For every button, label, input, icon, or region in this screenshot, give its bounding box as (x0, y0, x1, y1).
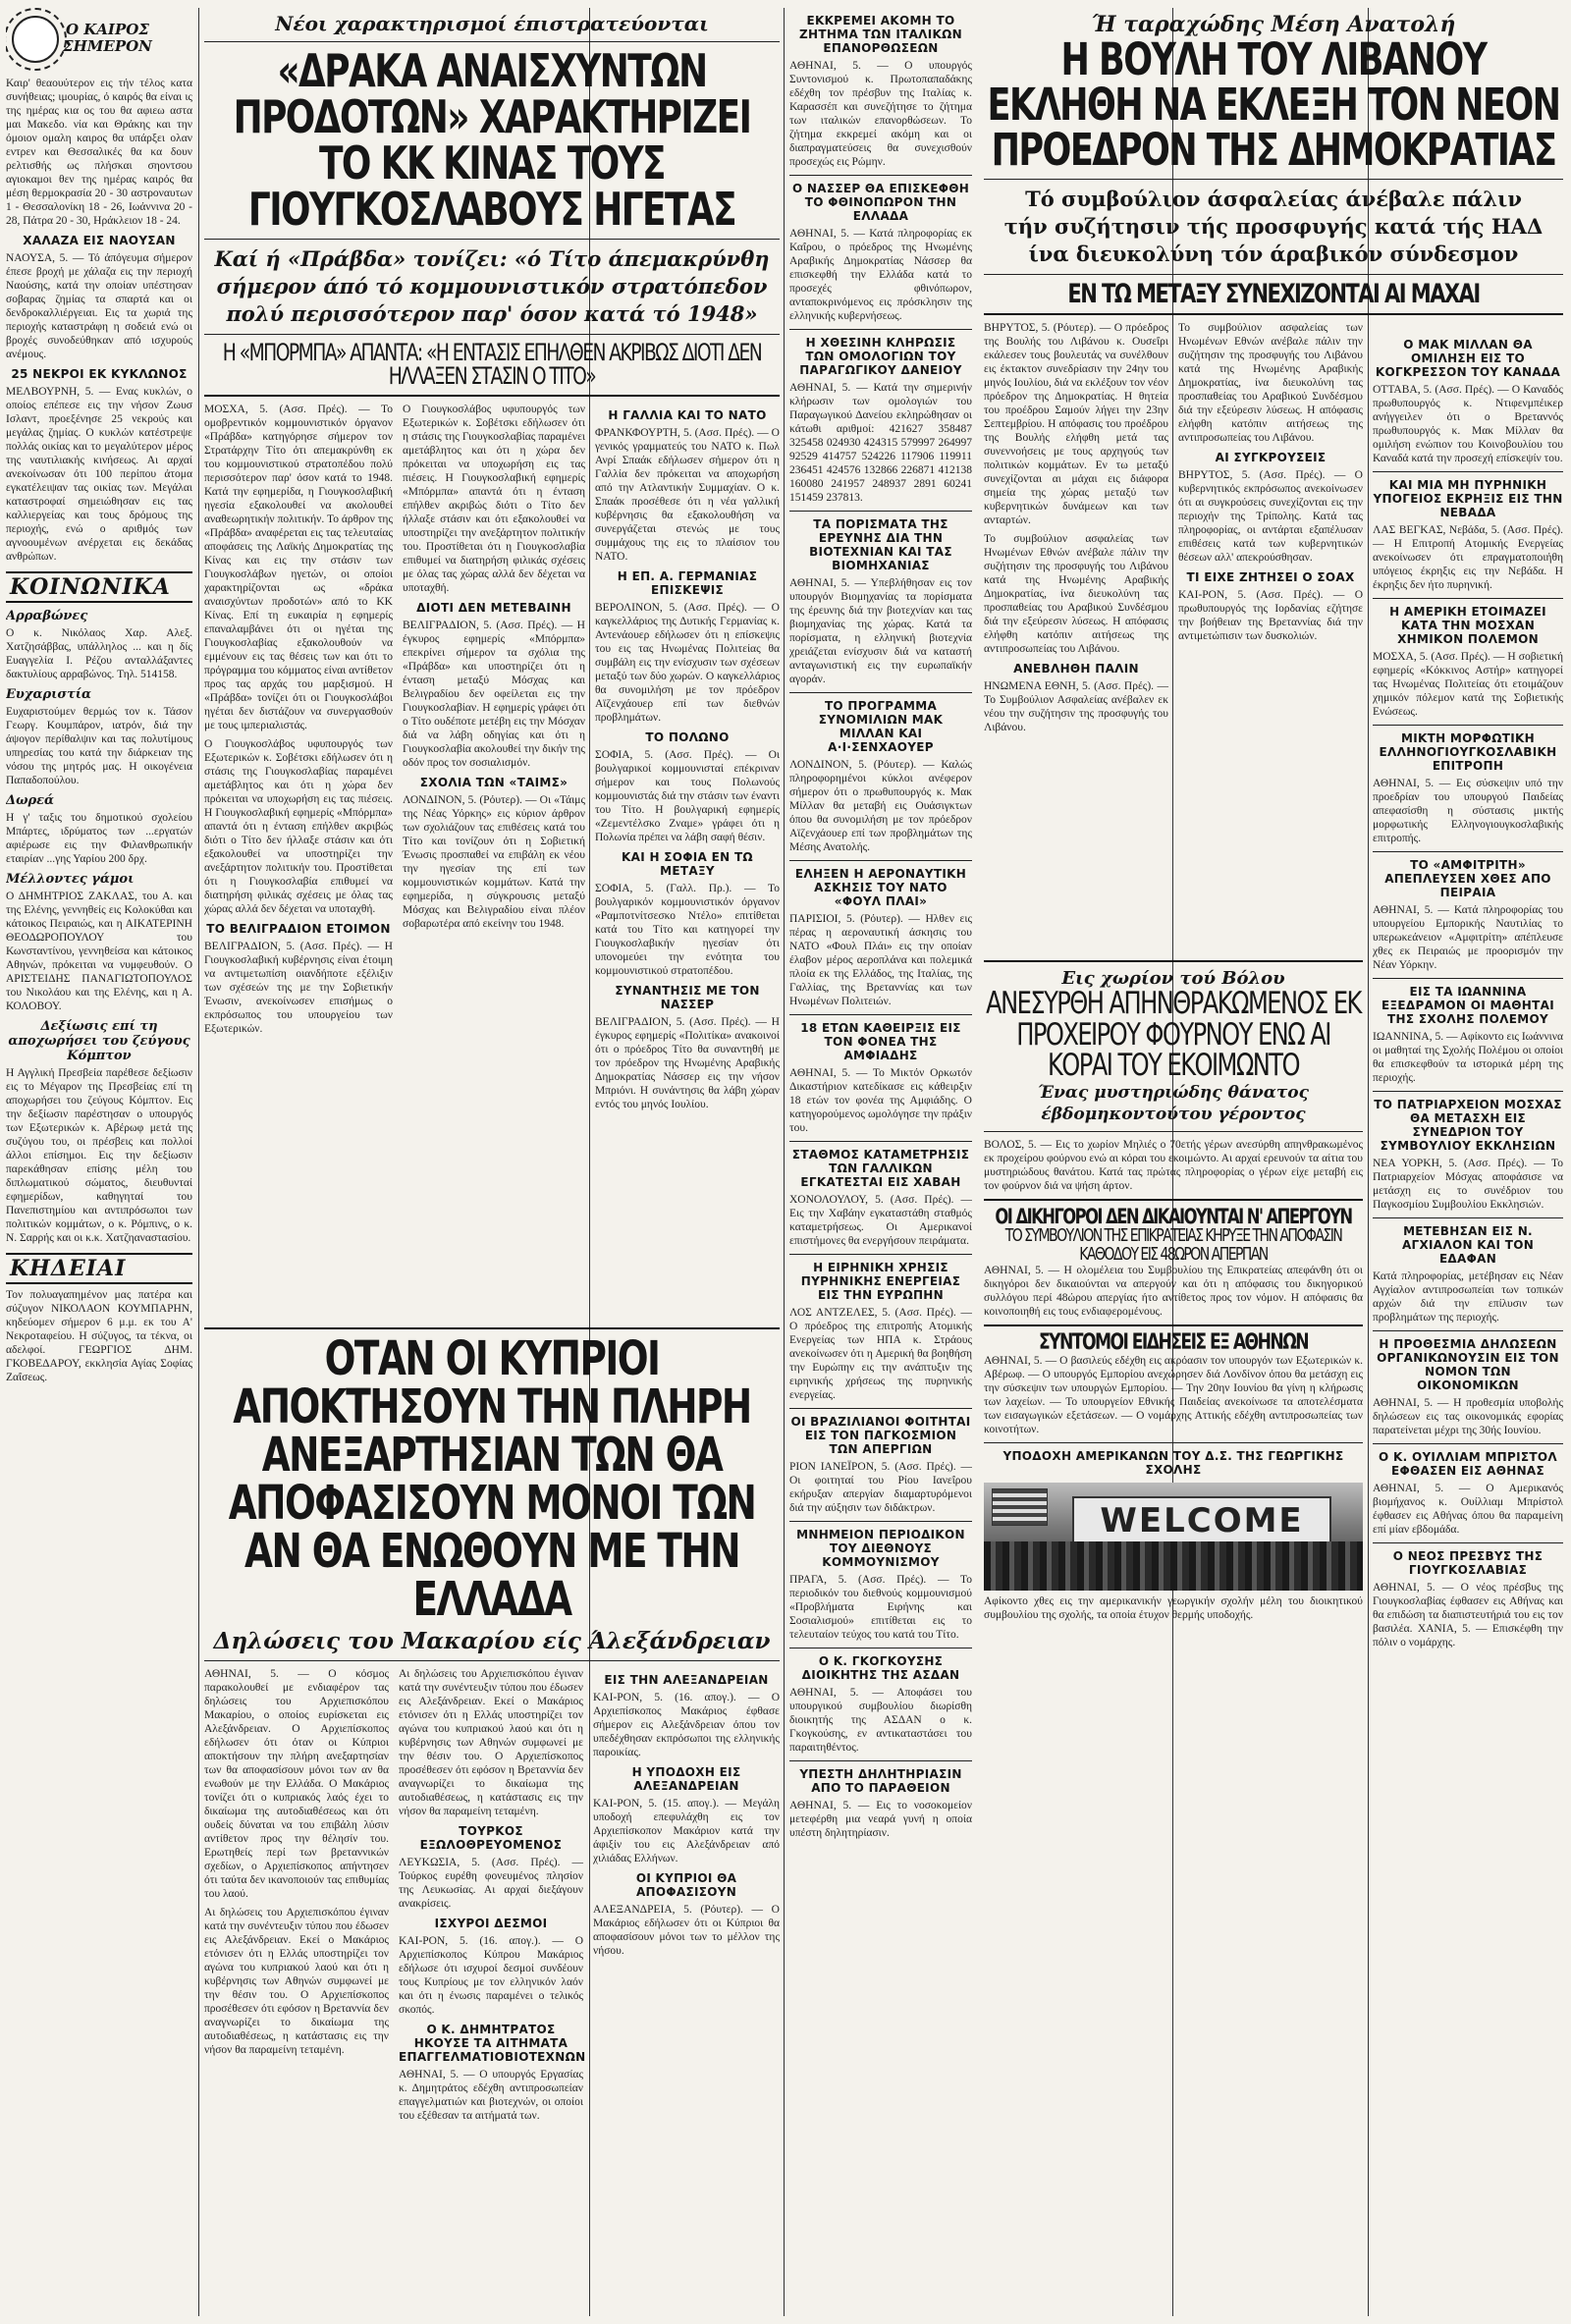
again-title: ΑΝΕΒΛΗΘΗ ΠΑΛΙΝ (1013, 662, 1139, 676)
cyprus-body-2b: Αι δηλώσεις του Αρχιεπισκόπου έγιναν κατά την συνέντευξιν τύπου που έδωσεν εις Αλεξάνδρειαν. Εκεί ο Μακάριος ετόνισεν ότι η Ελλάς υποστηρίζει τον αγώνα του κυπριακού λαού και ότι η κυβέρνησις των Αθηνών συμφωνεί με την θέσιν του. Ο Αρχιεπίσκοπος προσέθεσεν ότι εφόσον η Βρεταννία δεν αναγνωρίζει το δικαίωμα της αυτοδιαθέσεως, η κατάστασις εις την νήσον θα παραμείνη τεταμένη. (399, 1667, 583, 1817)
germany-text: ΒΕΡΟΛΙΝΟΝ, 5. (Ασσ. Πρές). — Ο καγκελλάριος της Δυτικής Γερμανίας κ. Αντενάουερ εδήλωσεν ότι η επίσκεψις του εις τας Ηνωμένας Πολιτείας θα συμβάλη εις την ενίσχυσιν των σχέσεων μεταξύ των δύο χωρών. Ο καγκελλάριος θα συνομιλήση με τον πρόεδρον Αϊζενχάουερ επί των διεθνών προβλημάτων. (595, 601, 780, 724)
nasser-title: ΣΥΝΑΝΤΗΣΙΣ ΜΕ ΤΟΝ ΝΑΣΣΕΡ (615, 983, 760, 1011)
gogousis-title: Ο Κ. ΓΚΟΓΚΟΥΣΗΣ ΔΙΟΙΚΗΤΗΣ ΤΗΣ ΑΣΔΑΝ (801, 1654, 960, 1682)
lawyers-title: ΟΙ ΔΙΚΗΓΟΡΟΙ ΔΕΝ ΔΙΚΑΙΟΥΝΤΑΙ Ν' ΑΠΕΡΓΟΥΝ (995, 1206, 1352, 1228)
soap-title: ΤΙ ΕΙΧΕ ΖΗΤΗΣΕΙ Ο ΣΟΑΧ (1186, 570, 1355, 585)
committee-title: ΜΙΚΤΗ ΜΟΡΦΩΤΙΚΗ ΕΛΛΗΝΟΓΙΟΥΓΚΟΣΛΑΒΙΚΗ ΕΠΙΤΡΟΠΗ (1379, 731, 1557, 773)
patriarch-title: ΤΟ ΠΑΤΡΙΑΡΧΕΙΟΝ ΜΟΣΧΑΣ ΘΑ ΜΕΤΑΣΧΗ ΕΙΣ ΣΥΝΕΔΡΙΟΝ ΤΟΥ ΣΥΜΒΟΥΛΙΟΥ ΕΚΚΛΗΣΙΩΝ (1374, 1098, 1562, 1153)
cyprus-story (204, 1322, 780, 2315)
program-text: ΛΟΝΔΙΝΟΝ, 5. (Ρόυτερ). — Καλώς πληροφορημένοι κύκλοι ανέφερον σήμερον ότι ο πρωθυπουργός κ. Μακ Μίλλαν θα μεταβή εις Ουάσιγκτων όπου θα συνομιλήση με τον πρόεδρον Αϊζενχάουερ επί των προβλημάτων της Μέσης Ανατολής. (789, 759, 972, 853)
lebanon-body-2b: Το συμβούλιον ασφαλείας των Ηνωμένων Εθνών ανέβαλε πάλιν την συζήτησιν της προσφυγής του Λιβάνου κατά της Ηνωμένης Αραβικής Δημοκρατίας, ίνα διευκολύνη τας προσπαθείας του Αραβικού Συνδέσμου διά την εξεύρεσιν λύσεως. Η απόφασις ελήφθη κατόπιν αιτήσεως της αντιπροσωπείας του Λιβάνου. (1178, 322, 1363, 445)
wishes-label: Ευχαριστία (6, 687, 92, 702)
hypothesis-title: ΥΠΕΣΤΗ ΔΗΛΗΤΗΡΙΑΣΙΝ ΑΠΟ ΤΟ ΠΑΡΑΘΕΙΟΝ (799, 1767, 962, 1795)
memo-text: ΠΡΑΓΑ, 5. (Ασσ. Πρές). — Το περιοδικόν του διεθνούς κομμουνισμού «Προβλήματα Ειρήνης και Σοσιαλισμού» επιτίθεται εις το τελευταίον τεύχος του κατά του Τίτο. (789, 1574, 972, 1641)
dead-text: ΜΕΛΒΟΥΡΝΗ, 5. — Ενας κυκλών, ο οποίος επέπεσε εις την νήσον Ζωυσ Ισλαντ, προεξένησε 25 νεκρούς και μεγάλας ζημίας. Ο κυκλών κατέστρεψε πολλάς οικίας και το μεγαλύτερον μέρος της ναυτιλιακής κινήσεως. Αι αρχαί ανεκοίνωσαν ότι 100 περίπου άτομα εγκατέλειψαν τας οικίας των. Μεγάλαι καταστροφαί σημειώθησαν εις τας καλλιεργείας και τους δρόμους της περιοχής, ενώ ο αριθμός των αγνοουμένων ανέρχεται εις δεκάδας ανθρώπων. (6, 386, 192, 563)
expectations-text: ΑΘΗΝΑΙ, 5. — Η προθεσμία υποβολής δηλώσεων εις τας οικονομικάς εφορίας παρατείνεται μέχρι της 30ής Ιουνίου. (1373, 1397, 1563, 1436)
polish-title: ΤΟ ΠΟΛΩΝΟ (645, 730, 730, 744)
cyprus-deck: Δηλώσεις του Μακαρίου είς Άλεξάνδρειαν (213, 1627, 771, 1654)
cyprus-body-1: ΑΘΗΝΑΙ, 5. — Ο κόσμος παρακολουθεί με ενδιαφέρον τας δηλώσεις του Αρχιεπισκόπου Μακαρίου, ο οποίος ευρίσκεται εις Αλεξάνδρειαν. Ο Αρχιεπίσκοπος εδήλωσεν ότι όταν οι Κύπριοι αποκτήσουν την πλήρη ανεξαρτησίαν των θα αποφασίσουν μόνοι των αν θα ενωθούν με την Ελλάδα. Ο Μακάριος τονίζει ότι ο κυπριακός λαός έχει το δικαίωμα της αυτοδιαθέσεως και ότι ουδείς δύναται να του επιβάλη λύσιν αντίθετον προς την θέλησίν του. Ερωτηθείς περί των βρεταννικών σχεδίων, ο Αρχιεπίσκοπος απήντησεν ότι ταύτα δεν ικανοποιούν τας επιθυμίας του λαού. (204, 1667, 389, 1900)
trial-title: 18 ΕΤΩΝ ΚΑΘΕΙΡΞΙΣ ΕΙΣ ΤΟΝ ΦΟΝΕΑ ΤΗΣ ΑΜΦΙΑΔΗΣ (800, 1021, 961, 1062)
cypriot-text: ΑΛΕΞΑΝΔΡΕΙΑ, 5. (Ρόυτερ). — Ο Μακάριος εδήλωσεν ότι οι Κύπριοι θα αποφασίσουν μόνοι των το μέλλον της νήσου. (593, 1903, 780, 1957)
refugees-text: ΧΟΝΟΛΟΥΛΟΥ, 5. (Ασσ. Πρές). — Εις την Χαβάην εγκαταστάθη σταθμός καταμετρήσεως. Οι Αμερικανοί επιστήμονες θα ενεργήσουν πειράματα. (789, 1194, 972, 1247)
rumors-title: ΙΣΧΥΡΟΙ ΔΕΣΜΟΙ (434, 1916, 548, 1930)
flyers-text: ΠΑΡΙΣΙΟΙ, 5. (Ρόυτερ). — Ηλθεν εις πέρας η αεροναυτική άσκησις του ΝΑΤΟ «Φουλ Πλάι» εις την οποίαν έλαβον μέρος αεροπλάνα και πολεμικά πλοία εκ της Ελλάδος, της Ιταλίας, της Γαλλίας, της Βρεταννίας και των Ηνωμένων Πολιτειών. (789, 913, 972, 1007)
cypriot-title: ΟΙ ΚΥΠΡΙΟΙ ΘΑ ΑΠΟΦΑΣΙΣΟΥΝ (635, 1870, 737, 1899)
lebanon-deck: Τό συμβούλιον άσφαλείας άνέβαλε πάλιν τήν συζήτησιν τής προσφυγής κατά τής ΗΑΔ ίνα διευκολύνη τόν άραβικόν σύνδεσμον (1003, 186, 1544, 266)
nasser-text: ΒΕΛΙΓΡΑΔΙΟΝ, 5. (Ασσ. Πρές). — Η έγκυρος εφημερίς «Πολιτίκα» ανακοινοί ότι ο πρόεδρος Τίτο θα συναντηθή με τον πρόεδρον της Ηνωμένης Αραβικής Δημοκρατίας Νάσσερ εις την νήσον Μπριόνι. Η συνάντησις θα λάβη χώραν εντός του μηνός Ιουλίου. (595, 1015, 780, 1110)
refugees-title: ΣΤΑΘΜΟΣ ΚΑΤΑΜΕΤΡΗΣΙΣ ΤΩΝ ΓΑΛΛΙΚΩΝ ΕΓΚΑΤΕΣΤΑΙ ΕΙΣ ΧΑΒΑΗ (791, 1148, 970, 1189)
sofia-title: ΚΑΙ Η ΣΟΦΙΑ ΕΝ ΤΩ ΜΕΤΑΞΥ (622, 849, 753, 878)
lebanon-headline: Η ΒΟΥΛΗ ΤΟΥ ΛΙΒΑΝΟΥ ΕΚΛΗΘΗ ΝΑ ΕΚΛΕΞΗ ΤΟΝ ΝΕΟΝ ΠΡΟΕΔΡΟΝ ΤΗΣ ΔΗΜΟΚΡΑΤΙΑΣ (987, 37, 1560, 173)
brazil-title: ΟΙ ΒΡΑΖΙΛΙΑΝΟΙ ΦΟΙΤΗΤΑΙ ΕΙΣ ΤΟΝ ΠΑΓΚΟΣΜΙΟΝ ΤΩΝ ΑΠΕΡΓΙΩΝ (790, 1415, 971, 1456)
column-center-briefs (789, 8, 972, 2315)
volos-deck: Ένας μυστηριώδης θάνατος έβδομηκοντούτου γέροντος (1038, 1082, 1309, 1124)
welcome-banner: WELCOME (1072, 1496, 1331, 1545)
lebanon-body-1: ΒΗΡΥΤΟΣ, 5. (Ρόυτερ). — Ο πρόεδρος της Βουλής του Λιβάνου κ. Ουσεΐρι εκάλεσεν τους βουλευτάς να συνέλθουν εις έκτακτον συνεδρίασιν την 24ην του μηνός Ιουλίου, διά να εκλέξουν τον νέον πρόεδρον της Δημοκρατίας. Η θητεία του προέδρου Σαμούν λήγει την 23ην Σεπτεμβρίου. Η απόφασις του προέδρου της Βουλής ελήφθη μετά τας συνεννοήσεις με τους αρχηγούς των πολιτικών κομμάτων. Εν τω μεταξύ συνεχίζονται αι μάχαι εις διάφορα σημεία της χώρας μεταξύ των κυβερνητικών δυνάμεων και των ανταρτών. (984, 322, 1168, 527)
polish-text: ΣΟΦΙΑ, 5. (Ασσ. Πρές). — Οι βουλγαρικοί κομμουνισταί επέκριναν σήμερον και τους Πολωνούς κομμουνιστάς διά την στάσιν των έναντι του Τίτο. Η βουλγαρική εφημερίς «Ζεμεντέλσκο Ζναμε» γράφει ότι η Πολωνία πρέπει να λάβη σαφή θέσιν. (595, 748, 780, 843)
dimitratos-text: ΑΘΗΝΑΙ, 5. — Ο υπουργός Εργασίας κ. Δημητράτος εδέχθη αντιπροσωπείαν επαγγελματιών και βιοτεχνών, οι οποίοι του εξέθεσαν τα αιτήματά των. (399, 2068, 583, 2122)
china-kicker: Νέοι χαρακτηρισμοί έπιστρατεύονται (275, 12, 709, 35)
reception-text: Η Αγγλική Πρεσβεία παρέθεσε δεξίωσιν εις το Μέγαρον της Πρεσβείας επί τη αποχωρήσει του ζεύγους Κόμπτον. Εις την δεξίωσιν παρέστησαν ο υπουργός των Εξωτερικών κ. Αβέρωφ μετά της συζύγου του, οι πρέσβεις και πολλοί άλλοι επίσημοι. Εις την δεξίωσιν παρεκάθησαν επίσης μέλη του διπλωματικού σώματος, διευθυνταί εφημερίδων, καθηγηταί του Πανεπιστημίου και αντιπρόσωποι των πολιτικών κομμάτων, ο κ. Ρόμπινς, ο κ. Ν. Σαρρής και οι κ.κ. Χατζηαναστασίου. (6, 1067, 192, 1244)
weddings-text: Ο ΔΗΜΗΤΡΙΟΣ ΖΑΚΛΑΣ, του Α. και της Ελένης, γεννηθείς εις Κολοκύθαι και κάτοικος Πειραιώς, και η ΑΙΚΑΤΕΡΙΝΗ ΘΕΟΔΩΡΟΠΟΥΛΟΥ του Κωνσταντίνου, γεννηθείσα και κάτοικος Αθηνών, πρόκειται να νυμφευθούν. Ο ΑΡΙΣΤΕΙΔΗΣ ΠΑΝΑΓΙΩΤΟΠΟΥΛΟΣ του Νικολάου και της Ελένης, και η Α. ΚΟΛΟΒΟΥ. (6, 891, 192, 1012)
weddings-label: Μέλλοντες γάμοι (6, 872, 135, 887)
alexandria-title: ΕΙΣ ΤΗΝ ΑΛΕΞΑΝΔΡΕΙΑΝ (604, 1672, 769, 1687)
belgrade-text: ΒΕΛΙΓΡΑΔΙΟΝ, 5. (Ασσ. Πρές). — Η Γιουγκοσλαβική κυβέρνησις είναι έτοιμη να αντιμετωπίση οιανδήποτε εξέλιξιν των σχέσεών της με την Σοβιετικήν Ένωσιν, ανεκοίνωσεν επισήμως ο εκπρόσωπος του υπουργείου των Εξωτερικών. (204, 940, 393, 1035)
nasser-visit-text: ΑΘΗΝΑΙ, 5. — Κατά πληροφορίας εκ Καΐρου, ο πρόεδρος της Ηνωμένης Αραβικής Δημοκρατίας Νάσσερ θα επισκεφθή την Ελλάδα κατά το προσεχές φθινόπωρον, ανταποκρινόμενος εις πρόσκλησιν της ελληνικής κυβερνήσεως. (789, 228, 972, 322)
china-body-1: ΜΟΣΧΑ, 5. (Ασσ. Πρές). — Το ομοβρεντικόν κομμουνιστικόν όργανον «Πράβδα» κατηγόρησε σήμερον τον Στρατάρχην Τίτο ότι απεμακρύνθη εκ του κομμουνιστικού στρατοπέδου πολύ περισσότερον παρ' όσον κατά το 1948. Κατά την εφημερίδα, η Γιουγκοσλαβική ηγεσία εξακολουθεί να ακολουθεί αναθεωρητικήν πολιτικήν. Το άρθρον της «Πράβδα» αναφέρεται εις τας τελευταίας αποφάσεις της Λαϊκής Δημοκρατίας της Κίνας και εις την στάσιν των Γιουγκοσλάβων ηγετών, οι οποίοι χαρακτηρίζονται ως «δράκα αναισχύντων προδοτών» από το ΚΚ Κίνας. Επί τη ευκαιρία η εφημερίς επαναλαμβάνει ότι οι ηγέται της Γιουγκοσλαβίας εξακολουθούν να εμμένουν εις τας θέσεις των και ότι το πρόγραμμα του κόμματος είναι αντίθετον προς τας αρχάς του μαρξισμού. Η «Πράβδα» τονίζει ότι οι Γιουγκοσλάβοι ηγέται δεν διστάζουν να συνεργασθούν με τους ιμπεριαλιστάς. (204, 403, 393, 731)
turkish-text: ΛΕΥΚΩΣΙΑ, 5. (Ασσ. Πρές). — Τούρκος ευρέθη φονευμένος πλησίον της Λευκωσίας. Αι αρχαί διεξάγουν ανακρίσεις. (399, 1856, 583, 1910)
again-text: ΗΝΩΜΕΝΑ ΕΘΝΗ, 5. (Ασσ. Πρές). — Το Συμβούλιον Ασφαλείας ανέβαλεν εκ νέου την συζήτησιν της προσφυγής του Λιβάνου. (984, 680, 1168, 734)
ioannina-text: ΙΩΑΝΝΙΝΑ, 5. — Αφίκοντο εις Ιωάννινα οι μαθηταί της Σχολής Πολέμου οι οποίοι θα επισκεφθούν τα ιστορικά μέρη της περιοχής. (1373, 1031, 1563, 1084)
lebanon-body-2: Το συμβούλιον ασφαλείας των Ηνωμένων Εθνών ανέβαλε πάλιν την συζήτησιν της προσφυγής του Λιβάνου κατά της Ηνωμένης Αραβικής Δημοκρατίας, ίνα διευκολύνη τας προσπαθείας του Αραβικού Συνδέσμου διά την εξεύρεσιν λύσεως. Η απόφασις ελήφθη κατόπιν αιτήσεως της αντιπροσωπείας του Λιβάνου. (984, 533, 1168, 656)
wishes-text: Ευχαριστούμεν θερμώς τον κ. Τάσον Γεωργ. Κουμπάρον, ιατρόν, διά την άψογον περίθαλψιν και τας πολυτίμους υπηρεσίας του κατά την διάρκειαν της νόσου της μητρός μας. Η οικογένεια Παπαδοπούλου. (6, 706, 192, 786)
rumors-text: ΚΑΙ-ΡΟΝ, 5. (16. απογ.). — Ο Αρχιεπίσκοπος Κύπρου Μακάριος εδήλωσε ότι ισχυροί δεσμοί συνδέουν τους Κυπρίους με τον ελληνικόν λαόν και ότι η ένωσις παραμένει ο τελικός σκοπός. (399, 1934, 583, 2016)
alexandria-text: ΚΑΙ-ΡΟΝ, 5. (16. απογ.). — Ο Αρχιεπίσκοπος Μακάριος έφθασε σήμερον εις Αλεξάνδρειαν όπου τον υπεδέχθησαν εκπρόσωποι της ελληνικής παροικίας. (593, 1691, 780, 1758)
macmillan-title: Ο ΜΑΚ ΜΙΛΛΑΝ ΘΑ ΟΜΙΛΗΣΗ ΕΙΣ ΤΟ ΚΟΓΚΡΕΣΣΟΝ ΤΟΥ ΚΑΝΑΔΑ (1375, 338, 1561, 379)
lawyers-text: ΑΘΗΝΑΙ, 5. — Η ολομέλεια του Συμβουλίου της Επικρατείας απεφάνθη ότι οι δικηγόροι δεν δικαιούνται να απεργούν και ότι η απόφασις του δικηγορικού συλλόγου περί 48ώρου απεργίας ήτο αντίθετος προς τον νόμον. Η απόφασις θα κοινοποιηθή εις τους ενδιαφερομένους. (984, 1264, 1363, 1318)
dead-title: 25 ΝΕΚΡΟΙ ΕΚ ΚΥΚΛΩΝΟΣ (11, 367, 188, 381)
nuclear-test-title: ΚΑΙ ΜΙΑ ΜΗ ΠΥΡΗΝΙΚΗ ΥΠΟΓΕΙΟΣ ΕΚΡΗΞΙΣ ΕΙΣ ΤΗΝ ΝΕΒΑΔΑ (1373, 478, 1563, 519)
dimitratos-title: Ο Κ. ΔΗΜΗΤΡΑΤΟΣ ΗΚΟΥΣΕ ΤΑ ΑΙΤΗΜΑΤΑ ΕΠΑΓΓΕΛΜΑΤΙΟΒΙΟΤΕΧΝΩΝ (399, 2022, 586, 2064)
news-text: ΑΘΗΝΑΙ, 5. — Ο βασιλεύς εδέχθη εις ακρόασιν τον υπουργόν των Εξωτερικών κ. Αβέρωφ. — Ο υπουργός Εμπορίου ανεχώρησεν διά Λονδίνον όπου θα μετάσχη εις την σύσκεψιν των υπουργών Εμπορίου. — Την 20ην Ιουνίου θα γίνη η κλήρωσις των λαχείων. — Το υπουργείον Εθνικής Παιδείας ανεκοίνωσε τα αποτελέσματα των εισαγωγικών εξετάσεων. — Ο νομάρχης Αττικής εδέχθη αντιπροσωπείας των κοινοτήτων. (984, 1355, 1363, 1436)
program-title: ΤΟ ΠΡΟΓΡΑΜΜΑ ΣΥΝΟΜΙΛΙΩΝ ΜΑΚ ΜΙΛΛΑΝ ΚΑΙ Α·Ι·ΣΕΝΧΑΟΥΕΡ (818, 699, 944, 754)
china-subhead: Η «ΜΠΟΡΜΠΑ» ΑΠΑΝΤΑ: «Η ΕΝΤΑΣΙΣ ΕΠΗΛΘΕΝ ΑΚΡΙΒΩΣ ΔΙΟΤΙ ΔΕΝ ΗΛΛΑΞΕΝ ΣΤΑΣΙΝ Ο ΤΙΤΟ» (222, 340, 762, 389)
nuclear-text: ΛΟΣ ΑΝΤΖΕΛΕΣ, 5. (Ασσ. Πρές). — Ο πρόεδρος της επιτροπής Ατομικής Ενεργείας των ΗΠΑ κ. Στράους ανεκοίνωσεν ότι η Αμερική θα βοηθήση την Ευρώπην εις την ανάπτυξιν της ειρηνικής χρήσεως της πυρηνικής ενεργείας. (789, 1307, 972, 1401)
nato-title: Η ΓΑΛΛΙΑ ΚΑΙ ΤΟ ΝΑΤΟ (608, 407, 767, 422)
belgrade-title: ΤΟ ΒΕΛΙΓΡΑΔΙΟΝ ΕΤΟΙΜΟΝ (206, 921, 391, 936)
committee-text: ΑΘΗΝΑΙ, 5. — Εις σύσκεψιν υπό την προεδρίαν του υπουργού Παιδείας απεφασίσθη η σύστασις μικτής μορφωτικής Ελληνογιουγκοσλαβικής επιτροπής. (1373, 778, 1563, 844)
lebanon-subhead: ΕΝ ΤΩ ΜΕΤΑΞΥ ΣΥΝΕΧΙΖΟΝΤΑΙ ΑΙ ΜΑΧΑΙ (1067, 280, 1480, 308)
funeral-section-label: ΚΗΔΕΙΑΙ (6, 1253, 192, 1284)
yugoslav-title: Ο ΝΕΟΣ ΠΡΕΣΒΥΣ ΤΗΣ ΓΙΟΥΓΚΟΣΛΑΒΙΑΣ (1392, 1549, 1544, 1577)
donation-label: Δωρεά (6, 793, 55, 808)
research-title: ΤΑ ΠΟΡΙΣΜΑΤΑ ΤΗΣ ΕΡΕΥΝΗΣ ΔΙΑ ΤΗΝ ΒΙΟΤΕΧΝΙΑΝ ΚΑΙ ΤΑΣ ΒΙΟΜΗΧΑΝΙΑΣ (809, 517, 952, 572)
bristol-text: ΑΘΗΝΑΙ, 5. — Ο Αμερικανός βιομήχανος κ. Ουίλλιαμ Μπρίστολ έφθασεν εις Αθήνας όπου θα παραμείνη επί μίαν εβδομάδα. (1373, 1483, 1563, 1536)
nuclear-title: Η ΕΙΡΗΝΙΚΗ ΧΡΗΣΙΣ ΠΥΡΗΝΙΚΗΣ ΕΝΕΡΓΕΙΑΣ ΕΙΣ ΤΗΝ ΕΥΡΩΠΗΝ (800, 1261, 961, 1302)
cyprus-headline: ΟΤΑΝ ΟΙ ΚΥΠΡΙΟΙ ΑΠΟΚΤΗΣΟΥΝ ΤΗΝ ΠΛΗΡΗ ΑΝΕΞΑΡΤΗΣΙΑΝ ΤΩΝ ΘΑ ΑΠΟΦΑΣΙΣΟΥΝ ΜΟΝΟΙ ΤΩΝ ΑΝ ΘΑ ΕΝΩΘΟΥΝ ΜΕ ΤΗΝ ΕΛΛΑΔΑ (228, 1335, 756, 1624)
crowd-shape (984, 1541, 1363, 1591)
volos-headline: ΑΝΕΣΥΡΘΗ ΑΠΗΝΘΡΑΚΩΜΕΝΟΣ ΕΚ ΠΡΟΧΕΙΡΟΥ ΦΟΥΡΝΟΥ ΕΝΩ ΑΙ ΚΟΡΑΙ ΤΟΥ ΕΚΟΙΜΩΝΤΟ (986, 989, 1361, 1082)
nasser-visit-title: Ο ΝΑΣΣΕΡ ΘΑ ΕΠΙΣΚΕΦΘΗ ΤΟ ΦΘΙΝΟΠΩΡΟΝ ΤΗΝ ΕΛΛΑΔΑ (791, 182, 970, 223)
research-text: ΑΘΗΝΑΙ, 5. — Υπεβλήθησαν εις τον υπουργόν Βιομηχανίας τα πορίσματα της έρευνης διά την βιοτεχνίαν και τας βιομηχανίας της χώρας. Κατά τα πορίσματα, η ελληνική βιοτεχνία χρειάζεται ενίσχυσιν διά να καταστή ανταγωνιστική εις την ευρωπαϊκήν αγοράν. (789, 577, 972, 685)
weather-text: Καιρ' θεαουύτερον εις τήν τέλος κατα συνήθειας; ιμουρίας, ό καιρός θα είναι ις της ημέρας κια ος του θα αφιεω αστα μαι Μακεδο. νία και Θράκης και την όμοιον ομαλη καιρος θα υπάρξει ολαν εντρεν και Θεσσαλικές θα κα δουν ρελτισθής ως πλήσκαι σηοντσου αγιοκαμοι θεν της ημέρας καιρός θα μέση θερμοκρασία 20 - 30 αστροναυτων 1 - Θεσσαλονίκη 18 - 26, Ιωάννινα 20 - 28, Πάτρα 20 - 30, Ηράκλειον 18 - 24. (6, 78, 192, 227)
welcome-photo (984, 1483, 1363, 1591)
column-left (6, 8, 192, 2315)
news-title: ΣΥΝΤΟΜΟΙ ΕΙΔΗΣΕΙΣ ΕΞ ΑΘΗΝΩΝ (1038, 1331, 1309, 1355)
moved-text: Κατά πληροφορίας, μετέβησαν εις Νέαν Αγχίαλον αντιπροσωπείαι των τοπικών αρχών διά την επίλυσιν των προβλημάτων της περιοχής. (1373, 1270, 1563, 1324)
hypodochi-title: Η ΥΠΟΔΟΧΗ ΕΙΣ ΑΛΕΞΑΝΔΡΕΙΑΝ (631, 1764, 741, 1793)
flag-icon (992, 1488, 1048, 1526)
donation-text: Η γ' ταξις του δημοτικού σχολείου Μπάρτες, ιδρύματος των ...εργατών αφιέρωσε εις την Φιλανθρωπικήν εταιρίαν ...γης Υαρίου 200 δρχ. (6, 812, 192, 865)
china-headline: «ΔΡΑΚΑ ΑΝΑΙΣΧΥΝΤΩΝ ΠΡΟΔΟΤΩΝ» ΧΑΡΑΚΤΗΡΙΖΕΙ ΤΟ ΚΚ ΚΙΝΑΣ ΤΟΥΣ ΓΙΟΥΓΚΟΣΛΑΒΟΥΣ ΗΓΕΤΑΣ (233, 48, 751, 233)
macmillan-text: ΟΤΤΑΒΑ, 5. (Ασσ. Πρές). — Ο Καναδός πρωθυπουργός κ. Ντιφενμπέικερ ανήγγειλεν ότι ο Βρεταννός πρωθυπουργός κ. Μακ Μίλλαν θα ομιλήση ενώπιον του Κοινοβουλίου του Καναδά κατά την προσεχή επίσκεψίν του. (1373, 384, 1563, 464)
china-body-2: Ο Γιουγκοσλάβος υφυπουργός των Εξωτερικών κ. Σοβέτσκι εδήλωσεν ότι η στάσις της Γιουγκοσλαβίας παραμένει αμετάβλητος και ότι η χώρα δεν πρόκειται να υποχωρήση εις τας πιέσεις. Η Γιουγκοσλαβική εφημερίς «Μπόρμπα» απαντά ότι η ένταση επήλθεν ακριβώς διότι ο Τίτο δεν ήλλαξε στάσιν και ότι εξακολουθεί να υποστηρίζει την ανεξάρτητον πολιτικήν του. Προστίθεται ότι η Γιουγκοσλαβία επιθυμεί να διατηρήση φιλικάς σχέσεις με όλας τας χώρας αλλά δεν δέχεται να υποταχθή. (204, 737, 393, 915)
photo-caption-text: Αφίκοντο χθες εις την αμερικανικήν γεωργικήν σχολήν μέλη του διοικητικού συμβουλίου της σχολής, τα οποία έτυχον θερμής υποδοχής. (984, 1595, 1363, 1622)
chemical-text: ΜΟΣΧΑ, 5. (Ασσ. Πρές). — Η σοβιετική εφημερίς «Κόκκινος Αστήρ» κατηγορεί τας Ηνωμένας Πολιτείας ότι ετοιμάζουν χημικόν πόλεμον κατά της Σοβιετικής Ενώσεως. (1373, 651, 1563, 718)
lebanon-kicker: Ή ταραχώδης Μέση Ανατολή (1091, 12, 1456, 37)
expectations-title: Η ΠΡΟΘΕΣΜΙΑ ΔΗΛΩΣΕΩΝ ΟΡΓΑΝΙΚΩΝΟΥΣΙΝ ΕΙΣ ΤΟΝ ΝΟΜΟΝ ΤΩΝ ΟΙΚΟΝΟΜΙΚΩΝ (1377, 1337, 1559, 1392)
lottery-text: ΑΘΗΝΑΙ, 5. — Κατά την σημερινήν κλήρωσιν των ομολογιών του Παραγωγικού Δανείου εκληρώθησαν οι κάτωθι αριθμοί: 421627 358487 325458 024930 424315 579997 264997 92529 414757 524226 117906 119911 236451 424576 132866 226871 412138 160080 241957 248937 2891 60241 151459 237813. (789, 382, 972, 504)
bristol-title: Ο Κ. ΟΥΙΛΛΙΑΜ ΜΠΡΙΣΤΟΛ ΕΦΘΑΣΕΝ ΕΙΣ ΑΘΗΝΑΣ (1379, 1450, 1557, 1478)
mid-title: ΔΙΟΤΙ ΔΕΝ ΜΕΤΕΒΑΙΝΗ (416, 600, 571, 615)
volos-kicker: Εις χωρίον τού Βόλου (1061, 968, 1285, 989)
engagements-text: Ο κ. Νικόλαος Χαρ. Αλεξ. Χατζησάββας, υπάλληλος ... και η δίς Ευαγγελία Ι. Ρέζου ανταλλάξαντες δακτυλίους αρραβώνος. Τηλ. 514158. (6, 627, 192, 680)
sofia-text: ΣΟΦΙΑ, 5. (Γαλλ. Πρ.). — Το βουλγαρικόν κομμουνιστικόν όργανον «Ραμποτνίτσεσκο Ντέλο» επιτίθεται κατά του Τίτο και κατηγορεί την Γιουγκοσλαβικήν ηγεσίαν ότι υπονομεύει την ενότητα του κομμουνιστικού στρατοπέδου. (595, 882, 780, 977)
sun-icon (12, 16, 59, 63)
gogousis-text: ΑΘΗΝΑΙ, 5. — Αποφάσει του υπουργικού συμβουλίου διωρίσθη διοικητής της ΑΣΔΑΝ ο κ. Γκογκούσης, εν αντικαταστάσει του παραιτηθέντος. (789, 1687, 972, 1754)
weather-title: Ο ΚΑΙΡΟΣ ΣΗΜΕΡΟΝ (63, 21, 152, 55)
flyers-title: ΕΛΗΞΕΝ Η ΑΕΡΟΝΑΥΤΙΚΗ ΑΣΚΗΣΙΣ ΤΟΥ ΝΑΤΟ «ΦΟΥΛ ΠΛΑΙ» (794, 867, 967, 908)
turkish-title: ΤΟΥΡΚΟΣ ΕΞΩΛΟΘΡΕΥΟΜΕΝΟΣ (419, 1823, 563, 1852)
nato-text: ΦΡΑΝΚΦΟΥΡΤΗ, 5. (Ασσ. Πρές). — Ο γενικός γραμματεύς του ΝΑΤΟ κ. Πωλ Ανρί Σπαάκ εδήλωσεν σήμερον ότι η Γαλλία δεν πρόκειται να αποχωρήση από την Ατλαντικήν Συμμαχίαν. Ο κ. Σπαάκ προσέθεσε ότι η νέα γαλλική κυβέρνησις θα εξακολουθήση να συνεργάζεται στενώς με τους συμμάχους της εις το πλαίσιον του ΝΑΤΟ. (595, 426, 780, 563)
hypothesis-text: ΑΘΗΝΑΙ, 5. — Εις το νοσοκομείον μετεφέρθη μια νεαρά γυνή η οποία υπέστη δηλητηρίασιν. (789, 1800, 972, 1839)
lawyers-sub: ΤΟ ΣΥΜΒΟΥΛΙΟΝ ΤΗΣ ΕΠΙΚΡΑΤΕΙΑΣ ΚΗΡΥΞΕ ΤΗΝ ΑΠΟΦΑΣΙΝ ΚΑΘΟΔΟΥ ΕΙΣ 48ΩΡΟΝ ΑΠΕΡΓΙΑΝ (1004, 1227, 1342, 1264)
funeral-text: Τον πολυαγαπημένον μας πατέρα και σύζυγον ΝΙΚΟΛΑΟΝ ΚΟΥΜΠΑΡΗΝ, κηδεύομεν σήμερον 6 μ.μ. εκ του Α' Νεκροταφείου. Η σύζυγος, τα τέκνα, οι αδελφοί. ΓΕΩΡΓΙΟΣ ΔΗΜ. ΓΚΟΒΕΔΑΡΟΥ, εκκλησία Αγίας Σοφίας Ζαΐσεως. (6, 1289, 192, 1383)
volos-story (984, 954, 1363, 2315)
lottery-title: Η ΧΘΕΣΙΝΗ ΚΛΗΡΩΣΙΣ ΤΩΝ ΟΜΟΛΟΓΙΩΝ ΤΟΥ ΠΑΡΑΓΩΓΙΚΟΥ ΔΑΝΕΙΟΥ (799, 336, 962, 377)
germany-title: Η ΕΠ. Α. ΓΕΡΜΑΝΙΑΣ ΕΠΙΣΚΕΨΙΣ (617, 568, 758, 597)
comments-text: ΛΟΝΔΙΝΟΝ, 5. (Ρόυτερ). — Οι «Τάιμς της Νέας Υόρκης» εις κύριον άρθρον των σχολιάζουν τας επιθέσεις κατά του Τίτο και τονίζουν ότι η Σοβιετική Ένωσις προσπαθεί να επιβάλη εκ νέου την ηγεσίαν της επί των κομμουνιστικών κομμάτων. Κατά την εφημερίδα, η σύγκρουσις μεταξύ Μόσχας και Βελιγραδίου είναι πλέον σοβαρωτέρα από εκείνην του 1948. (403, 793, 585, 930)
brazil-text: ΡΙΟΝ ΙΑΝΕΪΡΟΝ, 5. (Ασσ. Πρές). — Οι φοιτηταί του Ρίου Ιανεΐρου εκήρυξαν απεργίαν διαμαρτυρόμενοι διά την αύξησιν των διδάκτρων. (789, 1461, 972, 1514)
cyprus-body-2: Αι δηλώσεις του Αρχιεπισκόπου έγιναν κατά την συνέντευξιν τύπου που έδωσεν εις Αλεξάνδρειαν. Εκεί ο Μακάριος ετόνισεν ότι η Ελλάς υποστηρίζει τον αγώνα του κυπριακού λαού και ότι η κυβέρνησις των Αθηνών συμφωνεί με την θέσιν του. Ο Αρχιεπίσκοπος προσέθεσεν ότι εφόσον η Βρεταννία δεν αναγνωρίζει το δικαίωμα της αυτοδιαθέσεως, η κατάστασις εις την νήσον θα παραμείνη τεταμένη. (204, 1906, 389, 2056)
social-section-label: ΚΟΙΝΩΝΙΚΑ (6, 571, 192, 603)
china-body-2b: Ο Γιουγκοσλάβος υφυπουργός των Εξωτερικών κ. Σοβέτσκι εδήλωσεν ότι η στάσις της Γιουγκοσλαβίας παραμένει αμετάβλητος και ότι η χώρα δεν πρόκειται να υποχωρήση εις τας πιέσεις. Η Γιουγκοσλαβική εφημερίς «Μπόρμπα» απαντά ότι η ένταση επήλθεν ακριβώς διότι ο Τίτο δεν ήλλαξε στάσιν και ότι εξακολουθεί να υποστηρίζει την ανεξάρτητον πολιτικήν του. Προστίθεται ότι η Γιουγκοσλαβία επιθυμεί να διατηρήση φιλικάς σχέσεις με όλας τας χώρας αλλά δεν δέχεται να υποταχθή. (403, 403, 585, 594)
chemical-title: Η ΑΜΕΡΙΚΗ ΕΤΟΙΜΑΖΕΙ ΚΑΤΑ ΤΗΝ ΜΟΣΧΑΝ ΧΗΜΙΚΟΝ ΠΟΛΕΜΟΝ (1389, 605, 1546, 646)
patriarch-text: ΝΕΑ ΥΟΡΚΗ, 5. (Ασσ. Πρές). — Το Πατριαρχείον Μόσχας αποφάσισε να μετάσχη εις το συνέδριον του Παγκοσμίου Συμβουλίου Εκκλησιών. (1373, 1158, 1563, 1211)
china-deck: Καί ή «Πράβδα» τονίζει: «ό Τίτο άπεμακρύνθη σήμερον άπό τό κομμουνιστικόν στρατόπεδον πολύ περισσότερον παρ' όσον κατά τό 1948» (214, 245, 770, 326)
yugoslav-text: ΑΘΗΝΑΙ, 5. — Ο νέος πρέσβυς της Γιουγκοσλαβίας έφθασεν εις Αθήνας και θα επιδώση τα διαπιστευτήριά του εις τον βασιλέα. ΧΑΝΙΑ, 5. — Επισκέφθη την πόλιν ο νομάρχης. (1373, 1582, 1563, 1648)
mid-text: ΒΕΛΙΓΡΑΔΙΟΝ, 5. (Ασσ. Πρές). — Η έγκυρος εφημερίς «Μπόρμπα» επεκρίνει σήμερον τα σχόλια της «Πράβδα» και υποστηρίζει ότι η ένταση μεταξύ Μόσχας και Βελιγραδίου δεν οφείλεται εις την Γιουγκοσλαβίαν. Η εφημερίς γράφει ότι ο Τίτο ουδέποτε μετέβη εις την Μόσχαν διά να λάβη οδηγίας και ότι η Γιουγκοσλαβία ακολουθεί την δικήν της οδόν προς τον σοσιαλισμόν. (403, 619, 585, 769)
amphitrite-title: ΤΟ «ΑΜΦΙΤΡΙΤΗ» ΑΠΕΠΛΕΥΣΕΝ ΧΘΕΣ ΑΠΟ ΠΕΙΡΑΙΑ (1384, 858, 1551, 899)
hypodochi-text: ΚΑΙ-ΡΟΝ, 5. (15. απογ.). — Μεγάλη υποδοχή επεφυλάχθη εις τον Αρχιεπίσκοπον Μακάριον κατά την άφιξίν του εις Αλεξάνδρειαν από χιλιάδας Ελλήνων. (593, 1797, 780, 1865)
weather-box (6, 8, 192, 73)
clashes-title: ΑΙ ΣΥΓΚΡΟΥΣΕΙΣ (1215, 451, 1327, 465)
ioannina-title: ΕΙΣ ΤΑ ΙΩΑΝΝΙΝΑ ΕΞΕΔΡΑΜΟΝ ΟΙ ΜΑΘΗΤΑΙ ΤΗΣ ΣΧΟΛΗΣ ΠΟΛΕΜΟΥ (1381, 985, 1554, 1026)
nuclear-test-text: ΛΑΣ ΒΕΓΚΑΣ, Νεβάδα, 5. (Ασσ. Πρές). — Η Επιτροπή Ατομικής Ενεργείας ανεκοίνωσεν ότι επραγματοποιήθη υπόγειος έκρηξις εις την Νεβάδα. Η έκρηξις δεν ήτο πυρηνική. (1373, 524, 1563, 591)
italy-title: ΕΚΚΡΕΜΕΙ ΑΚΟΜΗ ΤΟ ΖΗΤΗΜΑ ΤΩΝ ΙΤΑΛΙΚΩΝ ΕΠΑΝΟΡΘΩΣΕΩΝ (799, 14, 962, 55)
amphitrite-text: ΑΘΗΝΑΙ, 5. — Κατά πληροφορίας του υπουργείου Εμπορικής Ναυτιλίας το υπερωκεάνειον «Αμφιτρίτη» απέπλευσε χθες εκ Πειραιώς με προορισμόν την Νέαν Υόρκην. (1373, 904, 1563, 971)
photo-caption: ΥΠΟΔΟΧΗ ΑΜΕΡΙΚΑΝΩΝ ΤΟΥ Δ.Σ. ΤΗΣ ΓΕΩΡΓΙΚΗΣ ΣΧΟΛΗΣ (1002, 1449, 1344, 1478)
hail-title: ΧΑΛΑΖΑ ΕΙΣ ΝΑΟΥΣΑΝ (23, 234, 176, 247)
engagements-label: Αρραβώνες (6, 609, 88, 623)
trial-text: ΑΘΗΝΑΙ, 5. — Το Μικτόν Ορκωτόν Δικαστήριον κατεδίκασε εις κάθειρξιν 18 ετών τον φονέα της Αμφιάδης. Ο κατηγορούμενος ωμολόγησε την πράξιν του. (789, 1067, 972, 1134)
china-yugoslavia-story (204, 8, 780, 1324)
hail-text: ΝΑΟΥΣΑ, 5. — Τό άπόγευμα σήμερον έπεσε βροχή με χάλαζα εις την περιοχή Ναούσης, κατά την οποίαν υπέστησαν σοβαρας ζημίας τα σπαρτά και οι δενδροκαλλιέργειαι. Εις τα χωριά της περιοχής καταστράφη η σοδειά ενώ οι βροχές συνοδεύθηκαν από ισχυρούς ανέμους. (6, 252, 192, 360)
moved-title: ΜΕΤΕΒΗΣΑΝ ΕΙΣ Ν. ΑΓΧΙΑΛΟΝ ΚΑΙ ΤΟΝ ΕΔΑΦΑΝ (1401, 1224, 1535, 1266)
italy-text: ΑΘΗΝΑΙ, 5. — Ο υπουργός Συντονισμού κ. Πρωτοπαπαδάκης εδέχθη τον πρέσβυν της Ιταλίας κ. Καρασσέπ και συνεζήτησε το ζήτημα των ιταλικών επανορθώσεων. Το ζήτημα εκκρεμεί ακόμη και οι διαπραγματεύσεις θα συνεχισθούν προσεχώς εις Ρώμην. (789, 60, 972, 168)
comments-title: ΣΧΟΛΙΑ ΤΩΝ «ΤΑΙΜΣ» (419, 775, 569, 789)
clashes-text: ΒΗΡΥΤΟΣ, 5. (Ασσ. Πρές). — Ο κυβερνητικός εκπρόσωπος ανεκοίνωσεν ότι αι συγκρούσεις συνεχίζονται εις την περιοχήν της Τρίπολης. Κατά τας πληροφορίας, οι αντάρται εξαπέλυσαν επιθέσεις κατά των κυβερνητικών θέσεων αλλ' απεκρούσθησαν. (1178, 469, 1363, 565)
volos-text: ΒΟΛΟΣ, 5. — Εις το χωρίον Μηλιές ο 70ετής γέρων ανεσύρθη απηνθρακωμένος εκ προχείρου φούρνου ενώ αι κόραι του εκοιμώντο. Αι αρχαί ερευνούν τα αίτια του μυστηριώδους θανάτου. Κατά τας πρώτας πληροφορίας ο γέρων είχε μεταβή εις τον φούρνον διά να ψήση άρτον. (984, 1138, 1363, 1192)
reception-label: Δεξίωσις επί τη αποχωρήσει του ζεύγους Κόμπτον (8, 1019, 190, 1063)
memo-title: ΜΝΗΜΕΙΟΝ ΠΕΡΙΟΔΙΚΟΝ ΤΟΥ ΔΙΕΘΝΟΥΣ ΚΟΜΜΟΥΝΙΣΜΟΥ (796, 1528, 965, 1569)
soap-text: ΚΑΙ-ΡΟΝ, 5. (Ασσ. Πρές). — Ο πρωθυπουργός της Ιορδανίας εζήτησε την βοήθειαν της Βρεταννίας διά την αντιμετώπισιν των δυσκολιών. (1178, 589, 1363, 643)
